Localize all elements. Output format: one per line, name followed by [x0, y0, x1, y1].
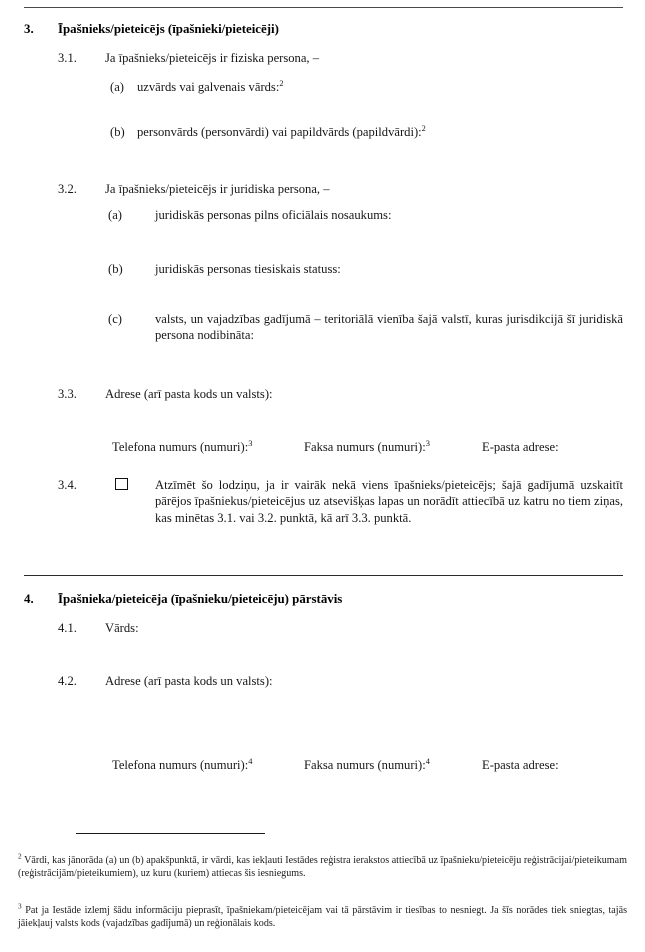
footnote-2-text: Vārdi, kas jānorāda (a) un (b) apakšpunktā, ir vārdi, kas iekļauti Iestādes reģistra ierakstos attiecībā uz īpašnieku/pieteicēju reģistrācijai/pieteikumam (reģistrācijām/pieteikumiem), uz kuru (kuriem) attiecas šis iesniegums. — [18, 855, 627, 880]
item-3-3-fax-label-body: Faksa numurs (numuri): — [304, 440, 426, 454]
section-4-number: 4. — [24, 592, 34, 606]
item-3-3-fax-footnote-ref: 3 — [425, 438, 430, 448]
item-3-2-a-text: juridiskās personas pilns oficiālais nosaukums: — [155, 208, 392, 222]
section-4-title: Īpašnieka/pieteicēja (īpašnieku/pieteicēju) pārstāvis — [58, 592, 343, 606]
item-4-2-fax-footnote-ref: 4 — [425, 756, 430, 766]
item-3-1-a-text-body: uzvārds vai galvenais vārds: — [137, 80, 280, 94]
item-3-1-number: 3.1. — [58, 51, 77, 65]
item-4-2-phone-label — [112, 757, 252, 773]
footnote-2-mark: 2 — [18, 851, 22, 861]
section-3-number: 3. — [24, 22, 34, 36]
item-4-1-number: 4.1. — [58, 621, 77, 635]
item-3-1-a-label: (a) — [110, 80, 124, 94]
middle-horizontal-rule — [24, 575, 623, 576]
item-3-4-text: Atzīmēt šo lodziņu, ja ir vairāk nekā viens īpašnieks/pieteicējs; šajā gadījumā uzskaitīt pārējos īpašniekus/pieteicējus uz atsevišķas lapas un norādīt attiecībā uz katru no tiem ziņas, kas minētas 3.1. vai 3.2. punktā, kā arī 3.3. punktā. — [155, 478, 623, 525]
item-3-1-a-text — [137, 79, 284, 95]
item-3-1-a-footnote-ref: 2 — [279, 78, 284, 88]
item-3-2-text: Ja īpašnieks/pieteicējs ir juridiska persona, – — [105, 182, 330, 196]
item-3-3-email-label: E-pasta adrese: — [482, 440, 559, 454]
item-3-1-b-text — [137, 124, 426, 140]
item-3-1-text: Ja īpašnieks/pieteicējs ir fiziska persona, – — [105, 51, 320, 65]
item-3-3-text: Adrese (arī pasta kods un valsts): — [105, 387, 273, 401]
item-3-2-number: 3.2. — [58, 182, 77, 196]
item-3-2-c-label: (c) — [108, 312, 122, 326]
footnote-3-mark: 3 — [18, 901, 22, 911]
item-3-1-b-text-body: personvārds (personvārdi) vai papildvārds (papildvārdi): — [137, 125, 422, 139]
item-3-3-phone-label — [112, 439, 252, 455]
item-3-3-phone-footnote-ref: 3 — [248, 438, 253, 448]
item-3-1-b-footnote-ref: 2 — [421, 123, 426, 133]
footnote-3-text: Pat ja Iestāde izlemj šādu informāciju pieprasīt, īpašniekam/pieteicējam vai tā pārstāvim ir tiesības to nesniegt. Ja šīs norādes tiek sniegtas, tajās jāiekļauj valsts kods (vajadzības gadījumā) un reģionālais kods. — [18, 905, 628, 930]
item-3-3-number: 3.3. — [58, 387, 77, 401]
item-3-1-b-label: (b) — [110, 125, 125, 139]
item-4-2-phone-label-body: Telefona numurs (numuri): — [112, 758, 249, 772]
item-3-3-phone-label-body: Telefona numurs (numuri): — [112, 440, 249, 454]
item-4-2-number: 4.2. — [58, 674, 77, 688]
item-4-2-fax-label-body: Faksa numurs (numuri): — [304, 758, 426, 772]
footnote-3 — [18, 901, 628, 930]
item-3-4-number: 3.4. — [58, 478, 77, 492]
item-4-2-email-label: E-pasta adrese: — [482, 758, 559, 772]
item-4-1-text: Vārds: — [105, 621, 139, 635]
item-4-2-text: Adrese (arī pasta kods un valsts): — [105, 674, 273, 688]
item-3-2-c-text: valsts, un vajadzības gadījumā – teritoriālā vienība šajā valstī, kuras jurisdikcijā šī juridiskā persona nodibināta: — [155, 312, 623, 343]
item-3-2-b-text: juridiskās personas tiesiskais statuss: — [155, 262, 341, 276]
top-horizontal-rule — [24, 7, 623, 8]
multiple-owners-checkbox[interactable] — [115, 478, 128, 490]
item-3-2-a-label: (a) — [108, 208, 122, 222]
item-3-3-fax-label — [304, 439, 430, 455]
item-3-2-b-label: (b) — [108, 262, 123, 276]
item-4-2-fax-label — [304, 757, 430, 773]
section-3-title: Īpašnieks/pieteicējs (īpašnieki/pieteicēji) — [58, 22, 279, 36]
item-4-2-phone-footnote-ref: 4 — [248, 756, 253, 766]
footnote-2 — [18, 851, 627, 880]
footnote-separator-rule — [76, 833, 265, 834]
